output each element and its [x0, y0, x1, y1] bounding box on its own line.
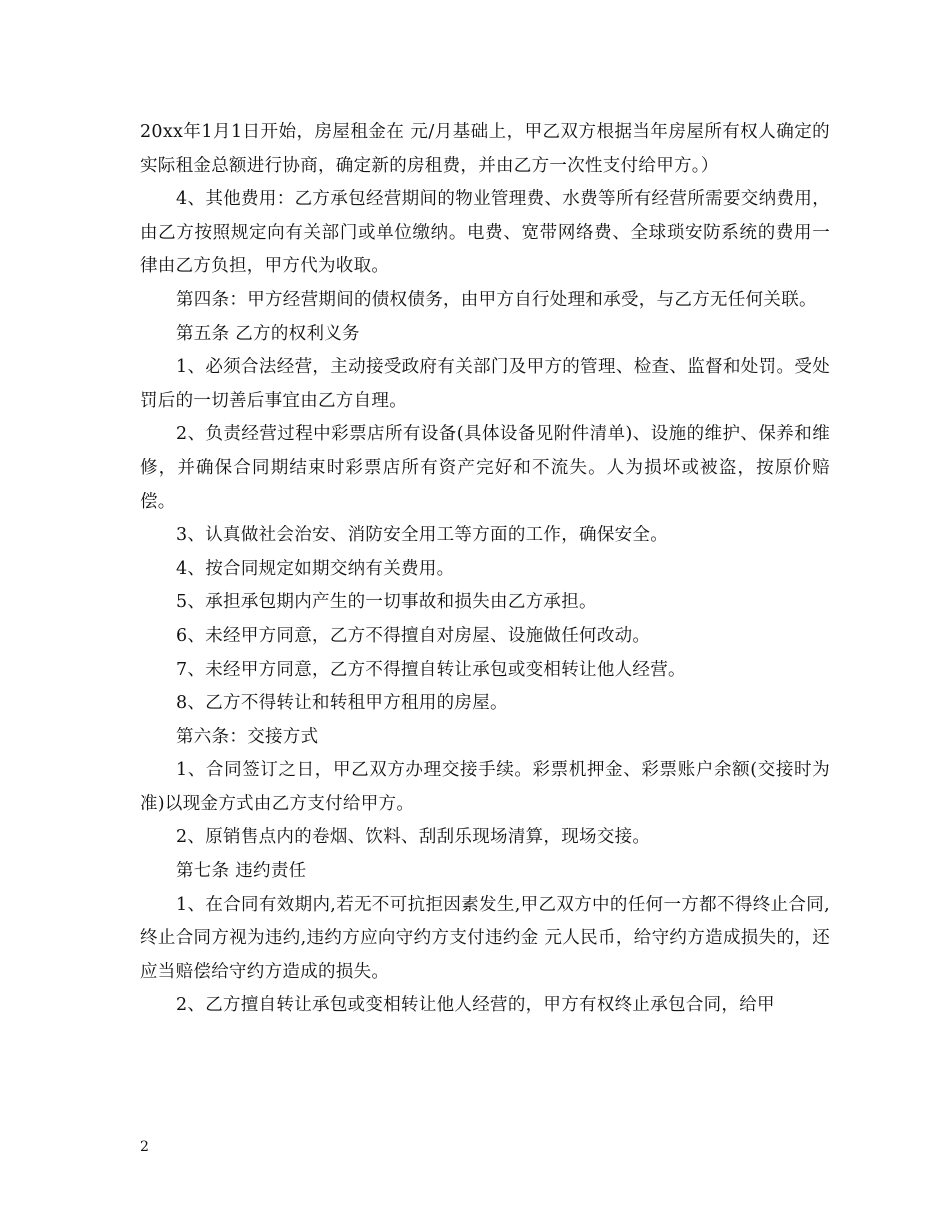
paragraph-item-2: 2、负责经营过程中彩票店所有设备(具体设备见附件清单)、设施的维护、保养和维修，并确保合同期结束时彩票店所有资产完好和不流失。人为损坏或被盗，按原价赔偿。	[140, 424, 830, 512]
heading-article-six: 第六条：交接方式	[176, 726, 319, 747]
paragraph-item-1: 1、必须合法经营，主动接受政府有关部门及甲方的管理、检查、监督和处罚。受处罚后的一切善后事宜由乙方自理。	[140, 357, 830, 411]
paragraph-other-fees: 4、其他费用：乙方承包经营期间的物业管理费、水费等所有经营所需要交纳费用，由乙方按照规定向有关部门或单位缴纳。电费、宽带网络费、全球琐安防系统的费用一律由乙方负担，甲方代为收取。	[140, 189, 830, 277]
paragraph-item-5: 5、承担承包期内产生的一切事故和损失由乙方承担。	[176, 592, 597, 613]
heading-article-five: 第五条 乙方的权利义务	[176, 323, 360, 344]
paragraph-rent-adjustment: 20xx年1月1日开始，房屋租金在 元/月基础上，甲乙双方根据当年房屋所有权人确定的实际租金总额进行协商，确定新的房租费，并由乙方一次性支付给甲方。）	[140, 122, 830, 176]
paragraph-item-8: 8、乙方不得转让和转租甲方租用的房屋。	[176, 693, 508, 714]
paragraph-handover-1: 1、合同签订之日，甲乙双方办理交接手续。彩票机押金、彩票账户余额(交接时为准)以现金方式由乙方支付给甲方。	[140, 760, 830, 814]
paragraph-handover-2: 2、原销售点内的卷烟、饮料、刮刮乐现场清算，现场交接。	[176, 827, 651, 848]
paragraph-article-four: 第四条：甲方经营期间的债权债务，由甲方自行处理和承受，与乙方无任何关联。	[176, 289, 817, 310]
paragraph-breach-1: 1、在合同有效期内,若无不可抗拒因素发生,甲乙双方中的任何一方都不得终止合同,终止合同方视为违约,违约方应向守约方支付违约金 元人民币，给守约方造成损失的，还应当赔偿给守约方造成的损失。	[140, 894, 830, 982]
paragraph-item-6: 6、未经甲方同意，乙方不得擅自对房屋、设施做任何改动。	[176, 625, 651, 646]
paragraph-breach-2: 2、乙方擅自转让承包或变相转让他人经营的，甲方有权终止承包合同，给甲	[176, 995, 775, 1016]
paragraph-item-3: 3、认真做社会治安、消防安全用工等方面的工作，确保安全。	[176, 525, 669, 546]
heading-article-seven: 第七条 违约责任	[176, 861, 307, 882]
page-number: 2	[140, 1139, 149, 1155]
paragraph-item-4: 4、按合同规定如期交纳有关费用。	[176, 558, 455, 579]
paragraph-item-7: 7、未经甲方同意，乙方不得擅自转让承包或变相转让他人经营。	[176, 659, 686, 680]
document-body	[140, 116, 830, 1023]
